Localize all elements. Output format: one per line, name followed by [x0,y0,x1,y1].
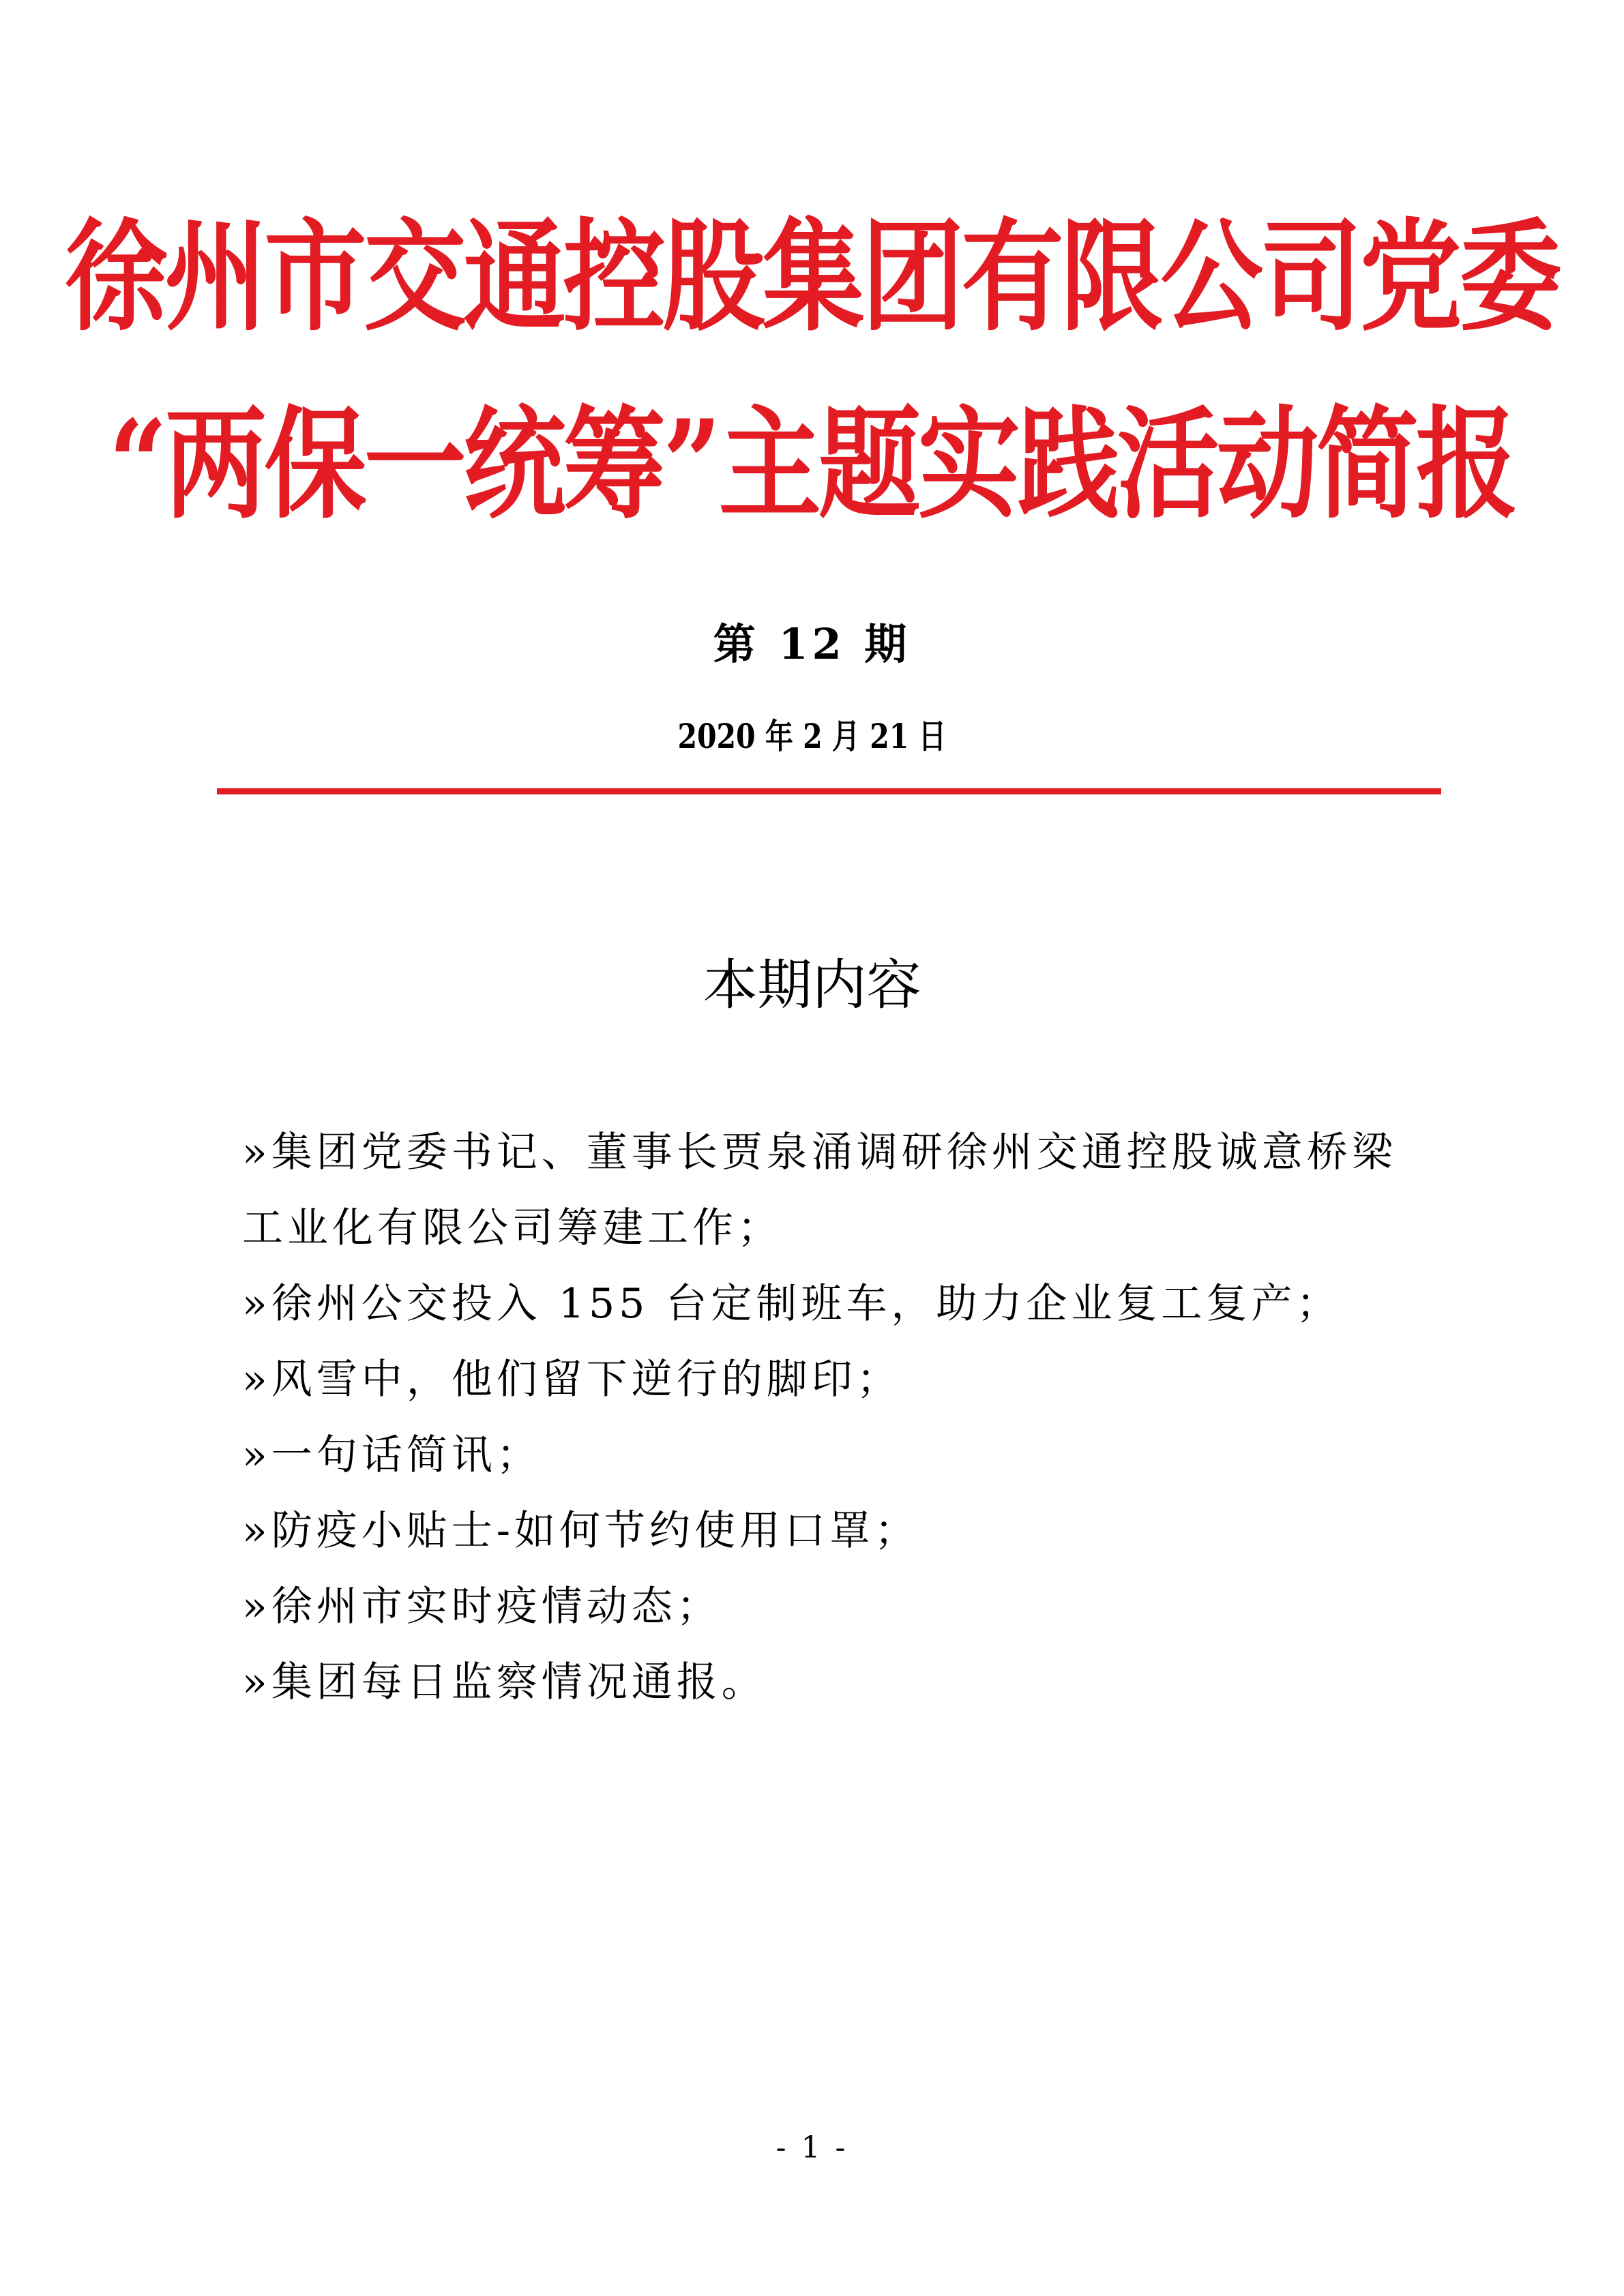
contents-item-text: »集团党委书记、董事长贾泉涌调研徐州交通控股诚意桥梁工业化有限公司筹建工作； [242,1129,1397,1252]
red-divider-rule [217,788,1441,794]
contents-item [242,1645,1402,1720]
contents-item [242,1266,1402,1342]
contents-item [242,1115,1402,1266]
contents-item-text: »风雪中，他们留下逆行的脚印； [242,1356,902,1403]
contents-item-text: »一句话简讯； [242,1431,542,1479]
contents-item [242,1418,1402,1493]
contents-item-text: »防疫小贴士-如何节约使用口罩； [242,1507,919,1555]
issue-number: 第 12 期 [713,619,911,669]
issue-date: 2020 年 2 月 21 日 [677,716,947,756]
masthead-title-line-1: 徐州市交通控股集团有限公司党委 [65,206,1559,348]
page-number: - 1 - [776,2130,848,2165]
masthead-title-line-2: “两保一统筹”主题实践活动简报 [108,393,1516,536]
contents-item-text: »集团每日监察情况通报。 [242,1658,767,1706]
contents-item [242,1493,1402,1569]
contents-item [242,1569,1402,1645]
contents-item-text: »徐州市实时疫情动态； [242,1583,722,1630]
contents-item [242,1342,1402,1418]
contents-heading: 本期内容 [703,953,921,1017]
contents-list [242,1115,1402,1720]
contents-item-text: »徐州公交投入 155 台定制班车，助力企业复工复产； [242,1280,1342,1328]
